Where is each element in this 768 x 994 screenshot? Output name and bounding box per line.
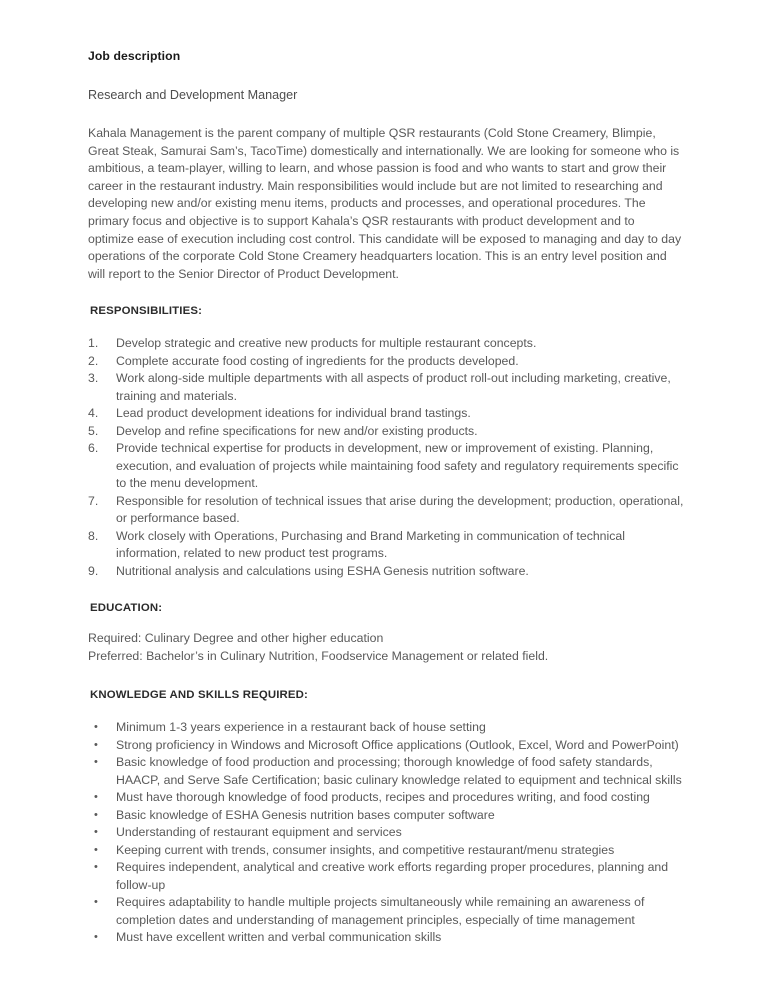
list-item: • Strong proficiency in Windows and Microsoft Office applications (Outlook, Excel, Word and PowerPoint) [88, 737, 690, 755]
education-preferred: Preferred: Bachelor’s in Culinary Nutrition, Foodservice Management or related field. [88, 648, 549, 663]
list-item: Work along-side multiple departments with all aspects of product roll-out including marketing, creative, training and materials. [116, 371, 671, 403]
list-item: • Requires adaptability to handle multiple projects simultaneously while remaining an awareness of completion dates and understanding of management principles, especially of time management [88, 894, 690, 929]
page-title: Job description [88, 49, 181, 63]
list-item: Lead product development ideations for individual brand tastings. [116, 406, 471, 421]
list-item: • Requires independent, analytical and creative work efforts regarding proper procedures, planning and follow-up [88, 859, 690, 894]
intro-paragraph: Kahala Management is the parent company of multiple QSR restaurants (Cold Stone Creamery, Blimpie, Great Steak, Samurai Sam’s, TacoTime) domestically and internationally. We are looking for someone who is ambitious, a team-player, willing to learn, and whose passion is food and who wants to start and grow their career in the restaurant industry. Main responsibilities would include but are not limited to researching and developing new and/or existing menu items, products and processes, and operational procedures. The primary focus and objective is to support Kahala’s QSR restaurants with product development and to optimize ease of execution including cost control. This candidate will be exposed to managing and day to day operations of the corporate Cold Stone Creamery headquarters location. This is an entry level position and will report to the Senior Director of Product Development. [88, 126, 682, 281]
education-required: Required: Culinary Degree and other higher education [88, 631, 384, 646]
list-item: Develop strategic and creative new products for multiple restaurant concepts. [116, 336, 537, 351]
list-item: • Minimum 1-3 years experience in a restaurant back of house setting [88, 719, 690, 737]
education-heading: EDUCATION: [90, 602, 163, 615]
education-block [88, 630, 690, 665]
knowledge-heading: KNOWLEDGE AND SKILLS REQUIRED: [90, 689, 308, 702]
list-item: Complete accurate food costing of ingredients for the products developed. [116, 353, 519, 368]
list-item: Develop and refine specifications for new and/or existing products. [116, 423, 478, 438]
responsibilities-list [88, 335, 690, 580]
list-item: • Keeping current with trends, consumer insights, and competitive restaurant/menu strategies [88, 842, 690, 860]
list-item: Nutritional analysis and calculations using ESHA Genesis nutrition software. [116, 563, 529, 578]
knowledge-list [88, 719, 690, 947]
job-title: Research and Development Manager [88, 88, 298, 102]
responsibilities-heading: RESPONSIBILITIES: [90, 305, 203, 318]
list-item: Responsible for resolution of technical issues that arise during the development; production, operational, or performance based. [116, 493, 684, 526]
list-item: • Must have excellent written and verbal communication skills [88, 929, 690, 947]
list-item: Provide technical expertise for products in development, new or improvement of existing. Planning, execution, and evaluation of projects while maintaining food safety and regulatory requirements specific to the menu development. [116, 441, 679, 491]
list-item: • Understanding of restaurant equipment and services [88, 824, 690, 842]
list-item: • Basic knowledge of food production and processing; thorough knowledge of food safety standards, HAACP, and Serve Safe Certification; basic culinary knowledge related to equipment and technical skills [88, 754, 690, 789]
list-item: • Basic knowledge of ESHA Genesis nutrition bases computer software [88, 807, 690, 825]
list-item: • Must have thorough knowledge of food products, recipes and procedures writing, and food costing [88, 789, 690, 807]
list-item: Work closely with Operations, Purchasing and Brand Marketing in communication of technical information, related to new product test programs. [116, 528, 625, 561]
